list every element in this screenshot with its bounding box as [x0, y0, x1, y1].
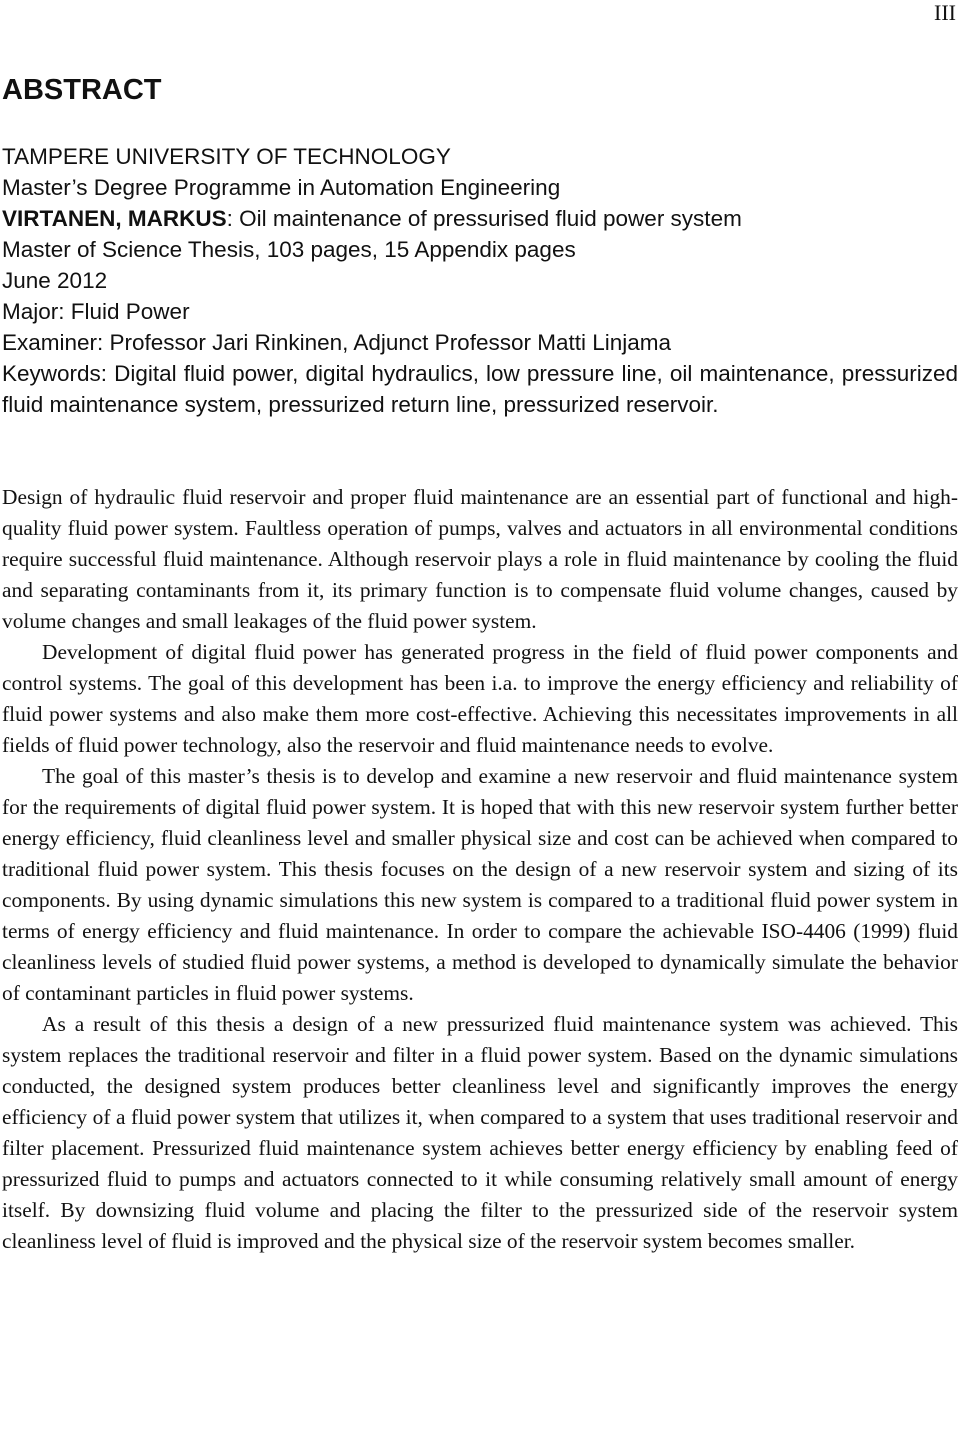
abstract-heading: ABSTRACT	[2, 74, 162, 106]
paragraph: The goal of this master’s thesis is to develop and examine a new reservoir and fluid maintenance system for the requirements of digital fluid power system. It is hoped that with this new reservoir system further better energy efficiency, fluid cleanliness level and smaller physical size and cost can be achieved when compared to traditional fluid power system. This thesis focuses on the design of a new reservoir system and sizing of its components. By using dynamic simulations this new system is compared to a traditional fluid power system in terms of energy efficiency and fluid maintenance. In order to compare the achievable ISO-4406 (1999) fluid cleanliness levels of studied fluid power systems, a method is developed to dynamically simulate the behavior of contaminant particles in fluid power systems.	[2, 764, 958, 1005]
degree-programme: Master’s Degree Programme in Automation Engineering	[2, 175, 561, 200]
major: Major: Fluid Power	[2, 299, 190, 324]
thesis-date: June 2012	[2, 268, 108, 293]
abstract-body	[2, 482, 958, 1257]
thesis-metadata	[2, 141, 958, 420]
thesis-info: Master of Science Thesis, 103 pages, 15 Appendix pages	[2, 237, 576, 262]
keywords: Keywords: Digital fluid power, digital hydraulics, low pressure line, oil maintenance, pressurized fluid maintenance system, pressurized return line, pressurized reservoir.	[2, 361, 958, 417]
thesis-title: : Oil maintenance of pressurised fluid power system	[226, 206, 742, 231]
examiner: Examiner: Professor Jari Rinkinen, Adjunct Professor Matti Linjama	[2, 330, 672, 355]
paragraph: As a result of this thesis a design of a new pressurized fluid maintenance system was achieved. This system replaces the traditional reservoir and filter in a fluid power system. Based on the dynamic simulations conducted, the designed system produces better cleanliness level and significantly improves the energy efficiency of a fluid power system that utilizes it, when compared to a system that uses traditional reservoir and filter placement. Pressurized fluid maintenance system achieves better energy efficiency by enabling feed of pressurized fluid to pumps and actuators connected to it while consuming relatively small amount of energy itself. By downsizing fluid volume and placing the filter to the pressurized side of the reservoir system cleanliness level of fluid is improved and the physical size of the reservoir system becomes smaller.	[2, 1012, 958, 1253]
author-title-line	[2, 203, 958, 234]
paragraph: Design of hydraulic fluid reservoir and proper fluid maintenance are an essential part of functional and high-quality fluid power system. Faultless operation of pumps, valves and actuators in all environmental conditions require successful fluid maintenance. Although reservoir plays a role in fluid maintenance by cooling the fluid and separating contaminants from it, its primary function is to compensate fluid volume changes, caused by volume changes and small leakages of the fluid power system.	[2, 485, 958, 633]
paragraph: Development of digital fluid power has generated progress in the field of fluid power components and control systems. The goal of this development has been i.a. to improve the energy efficiency and reliability of fluid power systems and also make them more cost-effective. Achieving this necessitates improvements in all fields of fluid power technology, also the reservoir and fluid maintenance needs to evolve.	[2, 640, 958, 757]
page-number: III	[934, 0, 956, 25]
university-name: TAMPERE UNIVERSITY OF TECHNOLOGY	[2, 144, 451, 169]
author-name: VIRTANEN, MARKUS	[2, 206, 227, 231]
